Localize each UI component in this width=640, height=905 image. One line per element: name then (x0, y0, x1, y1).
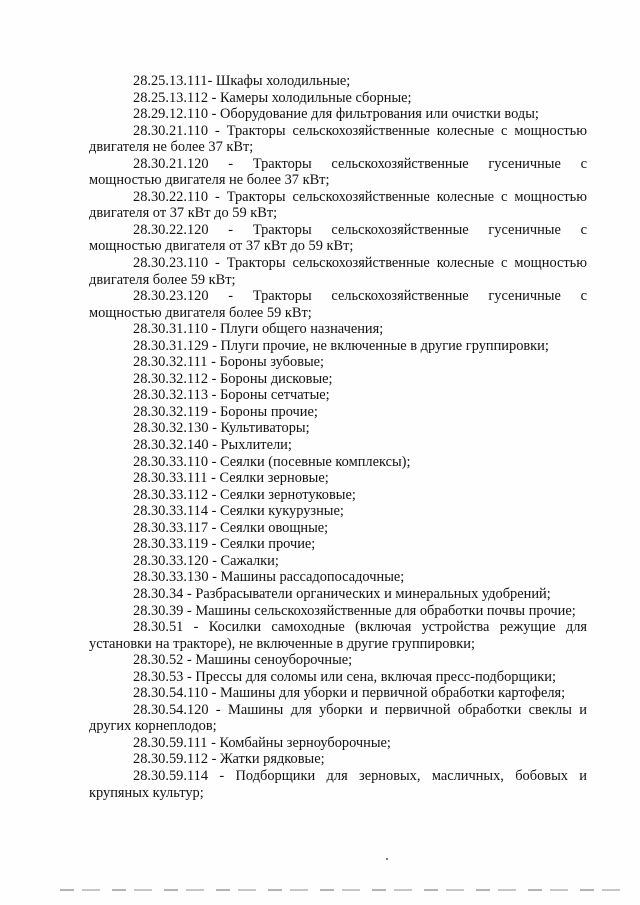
list-item-text: 28.29.12.110 - Оборудование для фильтрования или очистки воды; (133, 106, 539, 123)
list-item-text: 28.30.32.111 - Бороны зубовые; (133, 354, 325, 371)
list-item-continuation: двигателя не более 37 кВт; (89, 139, 254, 156)
list-item (89, 338, 587, 355)
list-item (89, 371, 587, 388)
list-item (89, 387, 587, 404)
list-item (89, 652, 587, 669)
list-item-text: 28.30.33.114 - Сеялки кукурузные; (133, 503, 344, 520)
list-item (89, 106, 587, 123)
list-item (89, 553, 587, 570)
list-item (89, 487, 587, 504)
list-item-text: 28.30.21.110 - Тракторы сельскохозяйственные колесные с мощностью (133, 122, 587, 139)
list-item-text: 28.30.33.110 - Сеялки (посевные комплексы); (133, 453, 411, 470)
list-item-text: 28.30.22.110 - Тракторы сельскохозяйственные колесные с мощностью (133, 188, 587, 205)
list-item-continuation: других корнеплодов; (89, 718, 217, 735)
list-item (89, 222, 587, 255)
list-item-text: 28.30.32.140 - Рыхлители; (133, 437, 292, 454)
list-item (89, 619, 587, 652)
list-item-text: 28.30.31.129 - Плуги прочие, не включенные в другие группировки; (133, 337, 549, 354)
list-item-text: 28.30.33.119 - Сеялки прочие; (133, 536, 316, 553)
list-item-text: 28.30.21.120 - Тракторы сельскохозяйственные гусеничные с (133, 155, 587, 172)
list-item-text: 28.30.52 - Машины сеноуборочные; (133, 652, 353, 669)
list-item-text: 28.30.59.112 - Жатки рядковые; (133, 751, 325, 768)
list-item (89, 685, 587, 702)
list-item-text: 28.30.33.130 - Машины рассадопосадочные; (133, 569, 405, 586)
list-item-text: 28.30.31.110 - Плуги общего назначения; (133, 321, 384, 338)
list-item-text: 28.30.32.130 - Культиваторы; (133, 420, 310, 437)
list-item-continuation: мощностью двигателя не более 37 кВт; (89, 172, 330, 189)
list-item (89, 321, 587, 338)
list-item-text: 28.30.51 - Косилки самоходные (включая устройства режущие для (133, 619, 587, 636)
list-item-text: 28.25.13.112 - Камеры холодильные сборные; (133, 89, 412, 106)
list-item (89, 751, 587, 768)
list-item (89, 420, 587, 437)
list-item-continuation: мощностью двигателя от 37 кВт до 59 кВт; (89, 238, 354, 255)
list-item-text: 28.30.34 - Разбрасыватели органических и минеральных удобрений; (133, 585, 551, 602)
list-item (89, 586, 587, 603)
list-item-text: 28.30.23.120 - Тракторы сельскохозяйственные гусеничные с (133, 288, 587, 305)
list-item-text: 28.30.59.111 - Комбайны зерноуборочные; (133, 734, 391, 751)
list-item (89, 735, 587, 752)
document-body (89, 73, 587, 801)
list-item (89, 354, 587, 371)
list-item (89, 454, 587, 471)
scan-speck (386, 858, 388, 860)
list-item (89, 90, 587, 107)
list-item-text: 28.30.39 - Машины сельскохозяйственные для обработки почвы прочие; (133, 602, 576, 619)
list-item (89, 503, 587, 520)
list-item-text: 28.30.54.120 - Машины для уборки и первичной обработки свеклы и (133, 701, 587, 718)
list-item (89, 702, 587, 735)
list-item (89, 768, 587, 801)
list-item (89, 123, 587, 156)
list-item-text: 28.30.33.120 - Сажалки; (133, 552, 279, 569)
list-item-continuation: установки на тракторе), не включенные в другие группировки; (89, 635, 475, 652)
list-item-text: 28.30.33.112 - Сеялки зернотуковые; (133, 486, 356, 503)
list-item-text: 28.30.54.110 - Машины для уборки и первичной обработки картофеля; (133, 685, 566, 702)
scan-bottom-edge (60, 889, 620, 891)
list-item-text: 28.30.32.113 - Бороны сетчатые; (133, 387, 330, 404)
list-item-text: 28.30.33.111 - Сеялки зерновые; (133, 470, 329, 487)
list-item (89, 520, 587, 537)
list-item-text: 28.30.32.112 - Бороны дисковые; (133, 370, 333, 387)
list-item (89, 669, 587, 686)
list-item-text: 28.30.32.119 - Бороны прочие; (133, 403, 318, 420)
list-item-text: 28.25.13.111- Шкафы холодильные; (133, 73, 351, 89)
list-item (89, 189, 587, 222)
list-item-continuation: мощностью двигателя более 59 кВт; (89, 304, 312, 321)
list-item (89, 569, 587, 586)
list-item-text: 28.30.33.117 - Сеялки овощные; (133, 519, 329, 536)
list-item-continuation: двигателя более 59 кВт; (89, 271, 236, 288)
list-item (89, 470, 587, 487)
list-item-text: 28.30.53 - Прессы для соломы или сена, включая пресс-подборщики; (133, 668, 556, 685)
list-item-continuation: крупяных культур; (89, 784, 204, 801)
list-item-text: 28.30.22.120 - Тракторы сельскохозяйственные гусеничные с (133, 221, 587, 238)
list-item-text: 28.30.59.114 - Подборщики для зерновых, масличных, бобовых и (133, 767, 587, 784)
list-item (89, 73, 587, 90)
list-item (89, 437, 587, 454)
list-item-text: 28.30.23.110 - Тракторы сельскохозяйственные колесные с мощностью (133, 255, 587, 272)
list-item (89, 288, 587, 321)
list-item (89, 603, 587, 620)
list-item-continuation: двигателя от 37 кВт до 59 кВт; (89, 205, 278, 222)
list-item (89, 536, 587, 553)
list-item (89, 255, 587, 288)
list-item (89, 156, 587, 189)
list-item (89, 404, 587, 421)
